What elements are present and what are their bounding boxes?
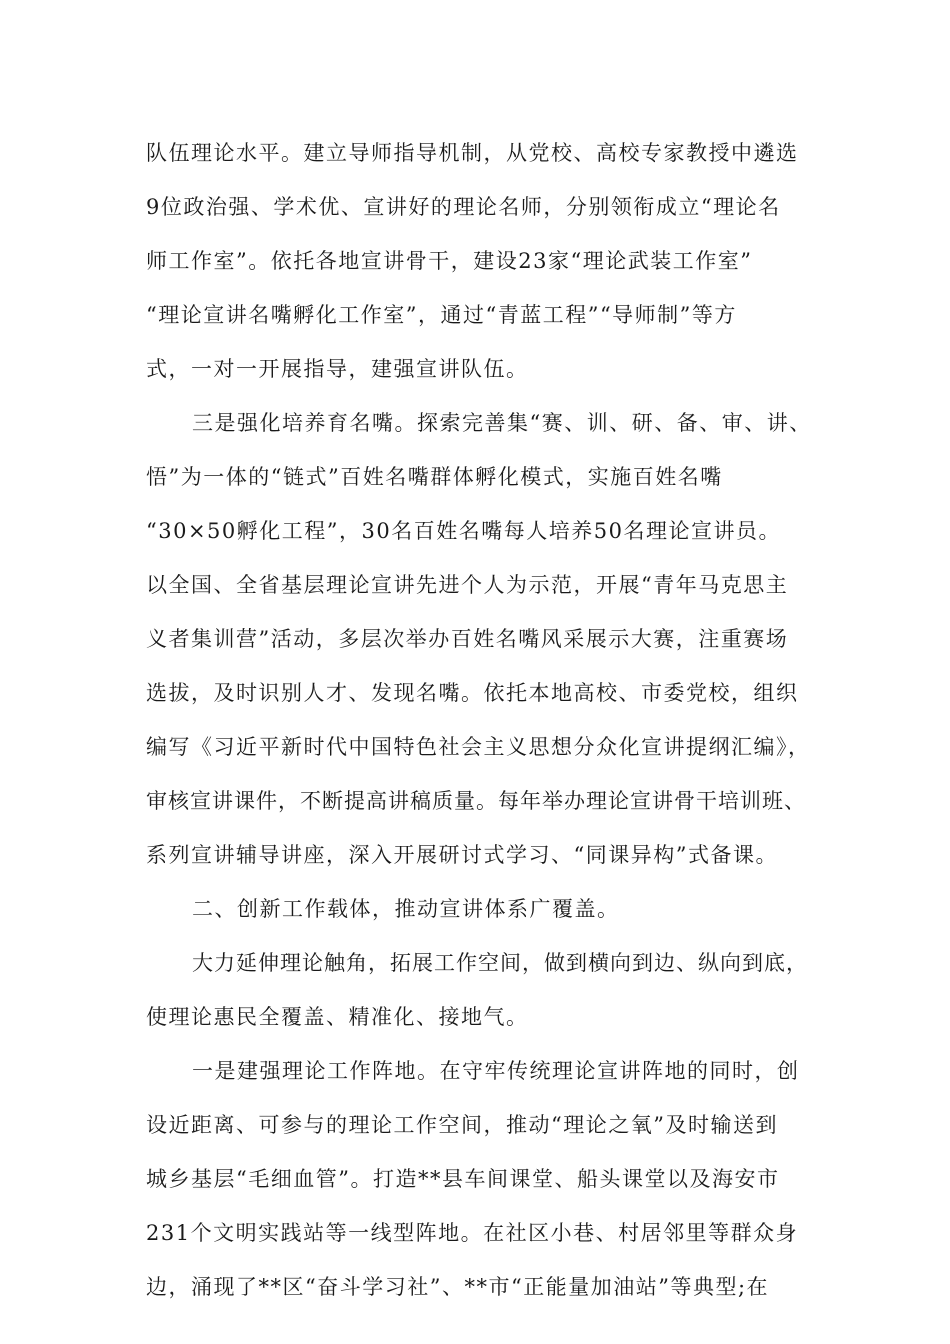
text-line: 义者集训营”活动，多层次举办百姓名嘴风采展示大赛，注重赛场 [146,627,789,651]
text-line: 9位政治强、学术优、宣讲好的理论名师，分别领衔成立“理论名 [146,195,781,219]
text-line: 城乡基层“毛细血管”。打造**县车间课堂、船头课堂以及海安市 [146,1167,780,1191]
paragraph-start-line: 三是强化培养育名嘴。探索完善集“赛、训、研、备、审、讲、 [192,411,812,435]
text-line: 审核宣讲课件，不断提高讲稿质量。每年举办理论宣讲骨干培训班、 [146,789,806,813]
text-line: 式，一对一开展指导，建强宣讲队伍。 [146,357,529,381]
text-line: 设近距离、可参与的理论工作空间，推动“理论之氧”及时输送到 [146,1113,778,1137]
text-line: 使理论惠民全覆盖、精准化、接地气。 [146,1005,529,1029]
text-line: “30×50孵化工程”，30名百姓名嘴每人培养50名理论宣讲员。 [146,519,781,543]
paragraph-start-line: 一是建强理论工作阵地。在守牢传统理论宣讲阵地的同时，创 [192,1059,800,1083]
document-body [146,126,812,1314]
text-line: “理论宣讲名嘴孵化工作室”，通过“青蓝工程”“导师制”等方 [146,303,737,327]
text-line: 师工作室”。依托各地宣讲骨干，建设23家“理论武装工作室” [146,249,753,273]
paragraph-start-line: 大力延伸理论触角，拓展工作空间，做到横向到边、纵向到底， [192,951,808,975]
text-line: 悟”为一体的“链式”百姓名嘴群体孵化模式，实施百姓名嘴 [146,465,723,489]
text-line: 边，涌现了**区“奋斗学习社”、**市“正能量加油站”等典型;在 [146,1275,770,1299]
text-line: 选拔，及时识别人才、发现名嘴。依托本地高校、市委党校，组织 [146,681,799,705]
text-line: 231个文明实践站等一线型阵地。在社区小巷、村居邻里等群众身 [146,1221,799,1245]
text-line: 队伍理论水平。建立导师指导机制，从党校、高校专家教授中遴选 [146,141,799,165]
text-line: 以全国、全省基层理论宣讲先进个人为示范，开展“青年马克思主 [146,573,789,597]
section-heading: 二、创新工作载体，推动宣讲体系广覆盖。 [192,897,620,921]
text-line: 编写《习近平新时代中国特色社会主义思想分众化宣讲提纲汇编》， [146,735,811,759]
text-line: 系列宣讲辅导讲座，深入开展研讨式学习、“同课异构”式备课。 [146,843,778,867]
